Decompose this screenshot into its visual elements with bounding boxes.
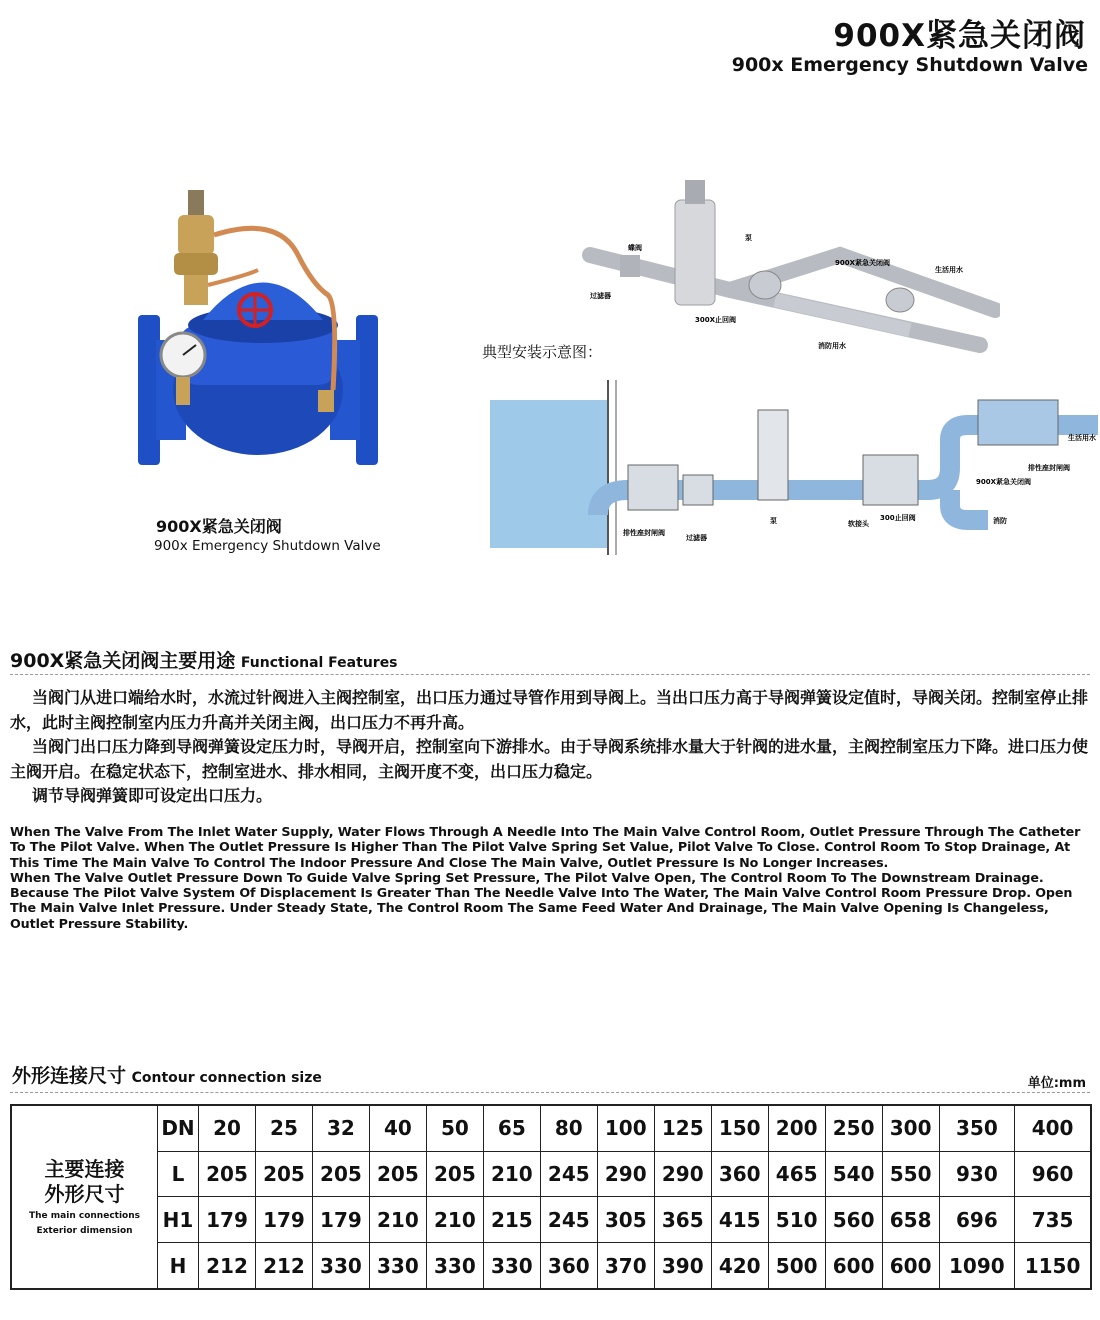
table-row-header: H1 [158,1197,199,1243]
table-cell: 550 [882,1151,939,1197]
table-cell: 32 [312,1105,369,1151]
product-caption-en: 900x Emergency Shutdown Valve [154,538,381,554]
dimensions-heading [12,1061,322,1088]
table-cell: 330 [483,1243,540,1289]
table-cell: 212 [255,1243,312,1289]
table-cell: 930 [939,1151,1015,1197]
schematic-label: 生活用水 [1068,434,1096,442]
table-row-header: DN [158,1105,199,1151]
table-cell: 390 [654,1243,711,1289]
install-3d-label: 900X紧急关闭阀 [835,259,891,267]
table-row [11,1197,1091,1243]
install-3d-label: 过滤器 [590,292,611,300]
side-header-cn-2: 外形尺寸 [44,1182,125,1206]
side-header-cn-1: 主要连接 [44,1157,125,1181]
features-paragraph-cn: 当阀门出口压力降到导阀弹簧设定压力时，导阀开启，控制室向下游排水。由于导阀系统排水量大于针阀的进水量，主阀控制室压力下降。进口压力使主阀开启。在稳定状态下，控制室进水、排水相同，主阀开度不变，出口压力稳定。 [10,737,1089,781]
table-cell: 735 [1015,1197,1091,1243]
page-title: 900X紧急关闭阀 [833,18,1086,54]
table-side-header [11,1105,158,1289]
schematic-label: 排性座封闸阀 [1028,464,1070,472]
table-cell: 300 [882,1105,939,1151]
table-cell: 20 [199,1105,256,1151]
table-cell: 1150 [1015,1243,1091,1289]
table-cell: 210 [426,1197,483,1243]
dimension-table [10,1104,1092,1290]
table-cell: 560 [825,1197,882,1243]
table-row-header: H [158,1243,199,1289]
table-cell: 205 [255,1151,312,1197]
table-row [11,1243,1091,1289]
table-cell: 420 [711,1243,768,1289]
installation-schematic [488,380,1100,565]
features-paragraph-en: When The Valve From The Inlet Water Supply, Water Flows Through A Needle Into The Main Valve Control Room, Outlet Pressure Through The Catheter To The Pilot Valve. When The Outlet Pressure Is Higher Than The Pilot Valve Spring Set Value, Pilot Valve To Close. Control Room To Stop Drainage, At This Time The Main Valve To Control The Indoor Pressure And Close The Main Valve, Outlet Pressure Is No Longer Increases. [10,824,1081,870]
table-cell: 210 [483,1151,540,1197]
table-cell: 1090 [939,1243,1015,1289]
table-cell: 200 [768,1105,825,1151]
table-cell: 205 [312,1151,369,1197]
features-text-cn [10,686,1090,809]
product-caption-cn: 900X紧急关闭阀 [156,517,282,536]
table-cell: 415 [711,1197,768,1243]
table-cell: 540 [825,1151,882,1197]
table-cell: 600 [882,1243,939,1289]
unit-label: 单位:mm [1027,1076,1086,1091]
schematic-label: 软接头 [848,520,869,528]
features-text-en [10,824,1092,931]
table-cell: 400 [1015,1105,1091,1151]
install-3d-label: 300X止回阀 [695,316,737,324]
table-cell: 125 [654,1105,711,1151]
table-row [11,1105,1091,1151]
install-3d-label: 消防用水 [818,342,846,350]
schematic-label: 900X紧急关闭阀 [976,478,1032,486]
table-cell: 50 [426,1105,483,1151]
table-cell: 465 [768,1151,825,1197]
table-cell: 350 [939,1105,1015,1151]
table-cell: 205 [199,1151,256,1197]
install-diagram-label: 典型安装示意图： [482,343,603,361]
side-header-en-2: Exterior dimension [36,1226,133,1236]
schematic-label: 排性座封闸阀 [623,529,665,537]
table-cell: 290 [654,1151,711,1197]
features-heading [10,646,398,673]
installation-3d-diagram [580,180,1000,360]
features-paragraph-cn: 调节导阀弹簧即可设定出口压力。 [32,786,273,805]
table-cell: 500 [768,1243,825,1289]
table-cell: 100 [597,1105,654,1151]
table-cell: 365 [654,1197,711,1243]
table-cell: 80 [540,1105,597,1151]
features-paragraph-en: When The Valve Outlet Pressure Down To Guide Valve Spring Set Pressure, The Pilot Valve Open, The Control Room To The Downstream Drainage. Because The Pilot Valve System Of Displacement Is Greater Than The Needle Valve Into The Water, The Main Valve Control Room Pressure Drop. Open The Main Valve Inlet Pressure. Under Steady State, The Control Room The Same Feed Water And Drainage, The Main Valve Opening Is Changeless, Outlet Pressure Stability. [10,869,1073,931]
section-divider [10,1092,1090,1093]
table-cell: 205 [369,1151,426,1197]
table-cell: 330 [312,1243,369,1289]
valve-product-image [138,175,378,470]
table-cell: 510 [768,1197,825,1243]
table-cell: 210 [369,1197,426,1243]
install-3d-label: 泵 [745,234,752,242]
table-cell: 360 [711,1151,768,1197]
table-cell: 658 [882,1197,939,1243]
table-cell: 212 [199,1243,256,1289]
table-cell: 179 [255,1197,312,1243]
table-cell: 179 [312,1197,369,1243]
table-cell: 330 [426,1243,483,1289]
table-cell: 290 [597,1151,654,1197]
table-cell: 330 [369,1243,426,1289]
table-row [11,1151,1091,1197]
dimensions-heading-cn: 外形连接尺寸 [12,1065,127,1087]
table-cell: 360 [540,1243,597,1289]
features-heading-en: Functional Features [240,655,398,671]
table-cell: 25 [255,1105,312,1151]
features-heading-cn: 900X紧急关闭阀主要用途 [10,650,236,672]
schematic-label: 消防 [993,517,1007,525]
table-row-header: L [158,1151,199,1197]
section-divider [10,674,1090,675]
dimensions-heading-en: Contour connection size [131,1070,322,1086]
features-paragraph-cn: 当阀门从进口端给水时，水流过针阀进入主阀控制室，出口压力通过导管作用到导阀上。当出口压力高于导阀弹簧设定值时，导阀关闭。控制室停止排水，此时主阀控制室内压力升高并关闭主阀，出口压力不再升高。 [10,688,1089,732]
schematic-label: 泵 [770,517,777,525]
table-cell: 205 [426,1151,483,1197]
table-cell: 245 [540,1197,597,1243]
table-cell: 696 [939,1197,1015,1243]
table-cell: 305 [597,1197,654,1243]
table-cell: 600 [825,1243,882,1289]
table-cell: 960 [1015,1151,1091,1197]
page-subtitle: 900x Emergency Shutdown Valve [731,54,1088,76]
side-header-en-1: The main connections [29,1211,140,1221]
install-3d-label: 蝶阀 [628,244,642,252]
table-cell: 150 [711,1105,768,1151]
schematic-label: 过滤器 [686,534,707,542]
table-cell: 250 [825,1105,882,1151]
table-cell: 370 [597,1243,654,1289]
schematic-label: 300止回阀 [880,514,916,522]
table-cell: 179 [199,1197,256,1243]
table-cell: 245 [540,1151,597,1197]
install-3d-label: 生活用水 [935,266,963,274]
table-cell: 65 [483,1105,540,1151]
table-cell: 215 [483,1197,540,1243]
table-cell: 40 [369,1105,426,1151]
